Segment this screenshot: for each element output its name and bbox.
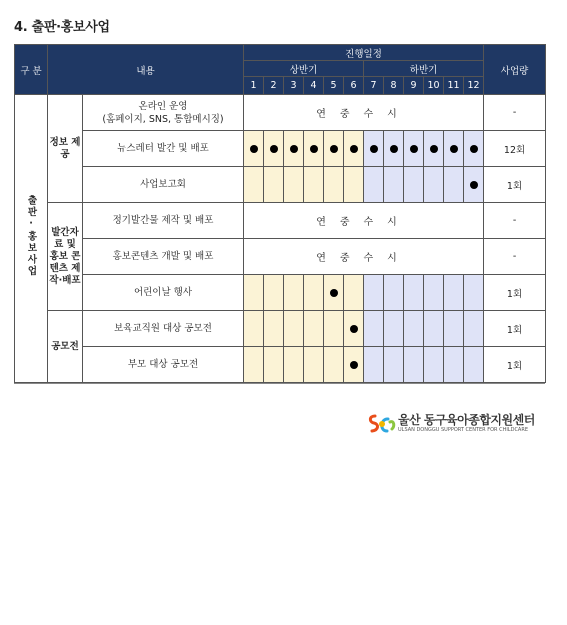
month-cell-5 <box>324 347 344 383</box>
month-cell-9 <box>404 311 424 347</box>
month-cell-7 <box>364 131 384 167</box>
month-cell-10 <box>424 311 444 347</box>
row-content <box>83 167 244 203</box>
month-header-1: 1 <box>244 77 264 95</box>
month-header-9: 9 <box>404 77 424 95</box>
row-content-text: 부모 대상 공모전 <box>127 359 199 370</box>
month-cell-4 <box>304 311 324 347</box>
schedule-table <box>14 44 546 383</box>
scheduled-dot-icon <box>330 289 338 297</box>
month-cell-1 <box>244 311 264 347</box>
month-header-3: 3 <box>284 77 304 95</box>
scheduled-dot-icon <box>450 145 458 153</box>
row-content <box>83 239 244 275</box>
row-content-text: 홍보콘텐츠 개발 및 배포 <box>112 251 214 262</box>
row-amount: - <box>484 95 546 131</box>
table-row <box>15 95 546 131</box>
month-cell-8 <box>384 275 404 311</box>
row-amount: 1회 <box>484 347 546 383</box>
month-cell-11 <box>444 275 464 311</box>
month-cell-7 <box>364 167 384 203</box>
year-round-cell: 연중수시 <box>244 239 484 275</box>
month-cell-6 <box>344 131 364 167</box>
month-cell-10 <box>424 275 444 311</box>
row-content-text: 온라인 운영 <box>138 100 188 112</box>
month-cell-3 <box>284 131 304 167</box>
month-cell-12 <box>464 347 484 383</box>
row-content-text: 사업보고회 <box>140 179 186 190</box>
center-logo <box>366 411 538 437</box>
row-content <box>83 95 244 131</box>
month-cell-8 <box>384 347 404 383</box>
scheduled-dot-icon <box>350 361 358 369</box>
row-content-text: 어린이날 행사 <box>133 287 193 298</box>
table-row <box>15 167 546 203</box>
month-cell-3 <box>284 167 304 203</box>
month-cell-2 <box>264 347 284 383</box>
month-cell-5 <box>324 131 344 167</box>
month-cell-5 <box>324 275 344 311</box>
row-content-text: 보육교직원 대상 공모전 <box>114 323 212 334</box>
month-cell-3 <box>284 311 304 347</box>
scheduled-dot-icon <box>430 145 438 153</box>
section-label-text: 출판·홍보사업 <box>25 195 37 277</box>
header-second-half: 하반기 <box>364 61 484 77</box>
month-cell-11 <box>444 131 464 167</box>
header-content: 내용 <box>48 45 244 95</box>
category-info: 정보 제공 <box>48 95 83 203</box>
scheduled-dot-icon <box>330 145 338 153</box>
month-cell-3 <box>284 275 304 311</box>
table-row <box>15 275 546 311</box>
month-cell-1 <box>244 347 264 383</box>
month-cell-1 <box>244 167 264 203</box>
month-cell-8 <box>384 131 404 167</box>
scheduled-dot-icon <box>250 145 258 153</box>
row-content <box>83 203 244 239</box>
header-gubun: 구 분 <box>15 45 48 95</box>
month-cell-5 <box>324 167 344 203</box>
table-row <box>15 311 546 347</box>
month-cell-6 <box>344 311 364 347</box>
year-round-cell: 연중수시 <box>244 203 484 239</box>
month-cell-11 <box>444 311 464 347</box>
month-header-8: 8 <box>384 77 404 95</box>
year-round-cell: 연중수시 <box>244 95 484 131</box>
logo-name: 울산 동구육아종합지원센터 <box>398 413 535 427</box>
table-row <box>15 131 546 167</box>
month-header-6: 6 <box>344 77 364 95</box>
month-cell-6 <box>344 167 364 203</box>
month-cell-9 <box>404 275 424 311</box>
row-content <box>83 311 244 347</box>
row-content-subtext: (홈페이지, SNS, 통합메시징) <box>102 113 224 125</box>
logo-subtitle: ULSAN DONGGU SUPPORT CENTER FOR CHILDCARE <box>398 427 528 433</box>
table-row <box>15 203 546 239</box>
month-cell-4 <box>304 131 324 167</box>
scheduled-dot-icon <box>350 145 358 153</box>
row-amount: 1회 <box>484 167 546 203</box>
month-cell-4 <box>304 347 324 383</box>
month-cell-2 <box>264 167 284 203</box>
month-cell-9 <box>404 131 424 167</box>
month-cell-12 <box>464 167 484 203</box>
row-amount: - <box>484 239 546 275</box>
row-content-text: 뉴스레터 발간 및 배포 <box>117 143 209 154</box>
month-cell-2 <box>264 311 284 347</box>
month-cell-9 <box>404 347 424 383</box>
header-amount: 사업량 <box>484 45 546 95</box>
row-amount: 12회 <box>484 131 546 167</box>
month-cell-10 <box>424 167 444 203</box>
month-cell-1 <box>244 275 264 311</box>
month-header-4: 4 <box>304 77 324 95</box>
row-content-text: 정기발간물 제작 및 배포 <box>112 215 214 226</box>
category-contest: 공모전 <box>48 311 83 383</box>
row-content <box>83 131 244 167</box>
month-header-12: 12 <box>464 77 484 95</box>
logo-mark-icon <box>366 412 396 436</box>
month-cell-8 <box>384 167 404 203</box>
section-label <box>15 95 48 383</box>
month-cell-1 <box>244 131 264 167</box>
scheduled-dot-icon <box>410 145 418 153</box>
scheduled-dot-icon <box>470 145 478 153</box>
month-cell-6 <box>344 347 364 383</box>
bottom-rule <box>14 383 545 384</box>
month-cell-2 <box>264 275 284 311</box>
row-content <box>83 275 244 311</box>
header-first-half: 상반기 <box>244 61 364 77</box>
month-header-7: 7 <box>364 77 384 95</box>
month-cell-7 <box>364 311 384 347</box>
month-cell-6 <box>344 275 364 311</box>
month-cell-7 <box>364 347 384 383</box>
header-schedule: 진행일정 <box>244 45 484 61</box>
row-content <box>83 347 244 383</box>
scheduled-dot-icon <box>310 145 318 153</box>
month-cell-2 <box>264 131 284 167</box>
table-row <box>15 239 546 275</box>
month-cell-12 <box>464 275 484 311</box>
month-cell-4 <box>304 167 324 203</box>
month-cell-3 <box>284 347 304 383</box>
month-header-2: 2 <box>264 77 284 95</box>
scheduled-dot-icon <box>290 145 298 153</box>
row-amount: 1회 <box>484 275 546 311</box>
month-header-10: 10 <box>424 77 444 95</box>
scheduled-dot-icon <box>270 145 278 153</box>
month-header-5: 5 <box>324 77 344 95</box>
month-cell-10 <box>424 131 444 167</box>
month-cell-11 <box>444 347 464 383</box>
scheduled-dot-icon <box>470 181 478 189</box>
month-cell-11 <box>444 167 464 203</box>
scheduled-dot-icon <box>370 145 378 153</box>
month-cell-5 <box>324 311 344 347</box>
category-pr: 발간자료 및 홍보 콘텐츠 제작·배포 <box>48 203 83 311</box>
month-cell-9 <box>404 167 424 203</box>
table-row <box>15 347 546 383</box>
scheduled-dot-icon <box>390 145 398 153</box>
month-cell-12 <box>464 311 484 347</box>
scheduled-dot-icon <box>350 325 358 333</box>
section-title: 4. 출판·홍보사업 <box>14 20 110 35</box>
month-header-11: 11 <box>444 77 464 95</box>
row-amount: 1회 <box>484 311 546 347</box>
month-cell-10 <box>424 347 444 383</box>
month-cell-4 <box>304 275 324 311</box>
month-cell-12 <box>464 131 484 167</box>
row-amount: - <box>484 203 546 239</box>
month-cell-7 <box>364 275 384 311</box>
month-cell-8 <box>384 311 404 347</box>
